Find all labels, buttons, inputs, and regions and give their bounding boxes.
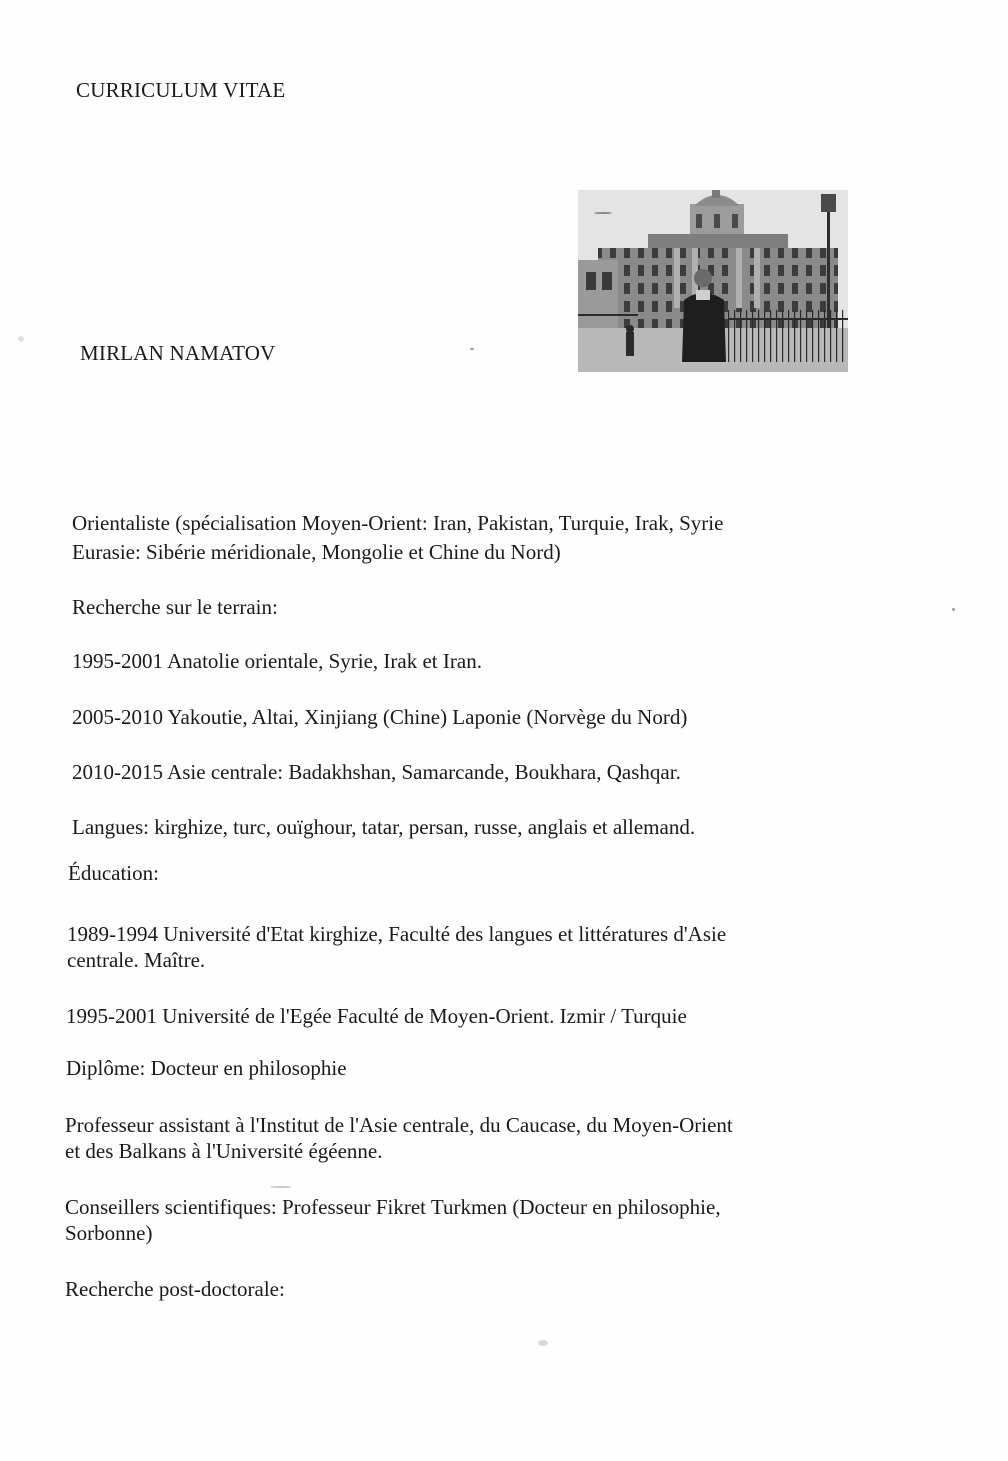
field-research-heading: Recherche sur le terrain: [72,595,278,619]
education-entry-1995: 1995-2001 Université de l'Egée Faculté de Moyen-Orient. Izmir / Turquie [66,1004,687,1028]
scan-speck [538,1340,548,1346]
advisors-line-2: Sorbonne) [65,1221,153,1245]
document-title: CURRICULUM VITAE [76,78,286,102]
research-entry-2005: 2005-2010 Yakoutie, Altai, Xinjiang (Chine) Laponie (Norvège du Nord) [72,705,688,729]
education-entry-1989-line-2: centrale. Maître. [67,948,206,972]
scan-speck [18,336,24,342]
research-entry-1995: 1995-2001 Anatolie orientale, Syrie, Irak et Iran. [72,649,482,673]
education-heading: Éducation: [68,861,159,885]
orientaliste-line-1: Orientaliste (spécialisation Moyen-Orient: Iran, Pakistan, Turquie, Irak, Syrie [72,511,724,535]
scan-speck [594,212,612,214]
education-entry-1989-line-1: 1989-1994 Université d'Etat kirghize, Faculté des langues et littératures d'Asie [67,922,727,946]
scan-speck [952,608,955,611]
research-entry-2010: 2010-2015 Asie centrale: Badakhshan, Samarcande, Boukhara, Qashqar. [72,760,681,784]
scan-speck [270,1186,292,1188]
portrait-photo [578,190,848,372]
languages-line: Langues: kirghize, turc, ouïghour, tatar, persan, russe, anglais et allemand. [72,815,696,839]
scan-speck [470,348,474,350]
postdoc-heading: Recherche post-doctorale: [65,1277,285,1301]
assistant-professor-line-1: Professeur assistant à l'Institut de l'Asie centrale, du Caucase, du Moyen-Orient [65,1113,733,1137]
assistant-professor-line-2: et des Balkans à l'Université égéenne. [65,1139,383,1163]
orientaliste-line-2: Eurasie: Sibérie méridionale, Mongolie et Chine du Nord) [72,540,561,564]
diploma-line: Diplôme: Docteur en philosophie [66,1056,347,1080]
person-name: MIRLAN NAMATOV [80,341,276,365]
advisors-line-1: Conseillers scientifiques: Professeur Fikret Turkmen (Docteur en philosophie, [65,1195,721,1219]
